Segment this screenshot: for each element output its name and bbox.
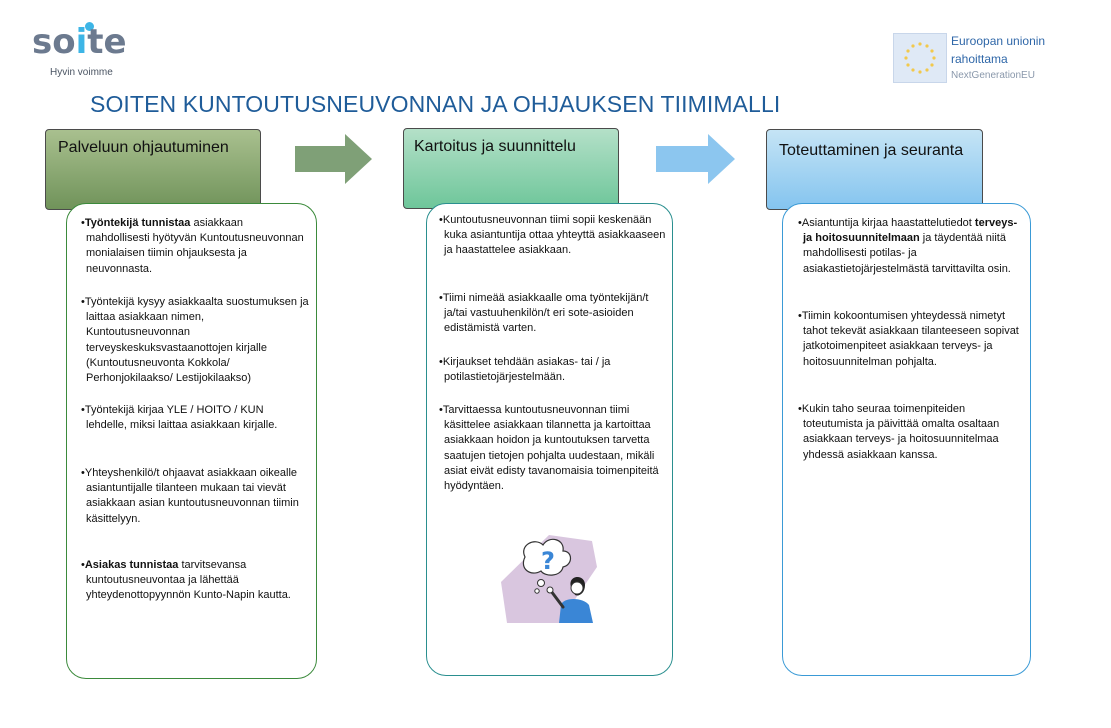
eu-text-line3: NextGenerationEU — [951, 70, 1035, 81]
logo-wordmark: soite — [32, 22, 127, 62]
list-item: •Työntekijä kysyy asiakkaalta suostumuksen ja laittaa asiakkaan nimen, Kuntoutusneuvonnan terveyskeskuksvastaanottojen kirjalle (Kuntoutusneuvonta Kokkola/ Perhonjokilaakso/ Lestijokilaakso) — [81, 296, 309, 385]
list-item: •Työntekijä kirjaa YLE / HOITO / KUN lehdelle, miksi laittaa asiakkaan kirjalle. — [81, 404, 278, 432]
list-item: •Yhteyshenkilö/t ohjaavat asiakkaan oikealle asiantuntijalle tilanteen mukaan tai vievät asiakkaan asian kuntoutusneuvonnan tiimin käsittelyyn. — [81, 467, 299, 525]
soite-logo — [32, 20, 142, 82]
eu-text-line2: rahoittama — [951, 52, 1008, 66]
svg-text:?: ? — [541, 547, 555, 575]
page-title: SOITEN KUNTOUTUSNEUVONNAN JA OHJAUKSEN TIIMIMALLI — [90, 91, 781, 117]
stage-box-implementation — [782, 203, 1031, 676]
list-item: •Tiimi nimeää asiakkaalle oma työntekijän/t ja/tai vastuuhenkilön/t eri sote-asioiden edistämistä varten. — [439, 292, 649, 335]
arrow-right-icon — [295, 134, 373, 184]
stage-header-assessment: Kartoitus ja suunnittelu — [403, 128, 619, 209]
thinking-person-illustration — [497, 527, 601, 627]
arrow-right-icon — [656, 134, 736, 184]
eu-funding-badge — [893, 33, 1063, 83]
stage-header-referral: Palveluun ohjautuminen — [45, 129, 261, 210]
list-item: •Kukin taho seuraa toimenpiteiden toteutumista ja päivittää omalta osaltaan asiakkaan terveys- ja hoitosuunnitelmaa yhdessä asiakkaan kanssa. — [798, 403, 1000, 461]
list-item: •Asiakas tunnistaa tarvitsevansa kuntoutusneuvontaa ja lähettää yhteydenottopyynnön Kunto-Napin kautta. — [81, 559, 291, 602]
list-item: •Kirjaukset tehdään asiakas- tai / ja potilastietojärjestelmään. — [439, 356, 611, 384]
logo-tagline: Hyvin voimme — [50, 67, 113, 78]
stage-box-referral — [66, 203, 317, 679]
list-item: •Tarvittaessa kuntoutusneuvonnan tiimi käsittelee asiakkaan tilannetta ja kartoittaa asiakkaan hoidon ja kuntoutuksen tarvetta saatujen tietojen pohjalta uudestaan, mikäli asiat eivät edisty tavanomaisia toimenpiteitä hyödyntäen. — [439, 404, 659, 493]
eu-text-line1: Euroopan unionin — [951, 34, 1046, 48]
list-item: •Kuntoutusneuvonnan tiimi sopii keskenään kuka asiantuntija ottaa yhteyttä asiakkaaseen ja haastattelee asiakkaan. — [439, 214, 666, 257]
stage-header-implementation: Toteuttaminen ja seuranta — [766, 129, 983, 210]
eu-flag-icon — [893, 33, 947, 83]
list-item: •Tiimin kokoontumisen yhteydessä nimetyt tahot tekevät asiakkaan tilanteeseen sopivat jatkotoimenpiteet asiakkaan terveys- ja hoitosuunnitelman pohjalta. — [798, 310, 1019, 368]
list-item: •Työntekijä tunnistaa asiakkaan mahdollisesti hyötyvän Kuntoutusneuvonnan monialaisen tiimin ohjauksesta ja neuvonnasta. — [81, 217, 304, 275]
list-item: •Asiantuntija kirjaa haastattelutiedot terveys- ja hoitosuunnitelmaan ja täydentää niitä mahdollisesti potilas- ja asiakastietojärjestelmästä tarvittavilta osin. — [798, 217, 1018, 275]
